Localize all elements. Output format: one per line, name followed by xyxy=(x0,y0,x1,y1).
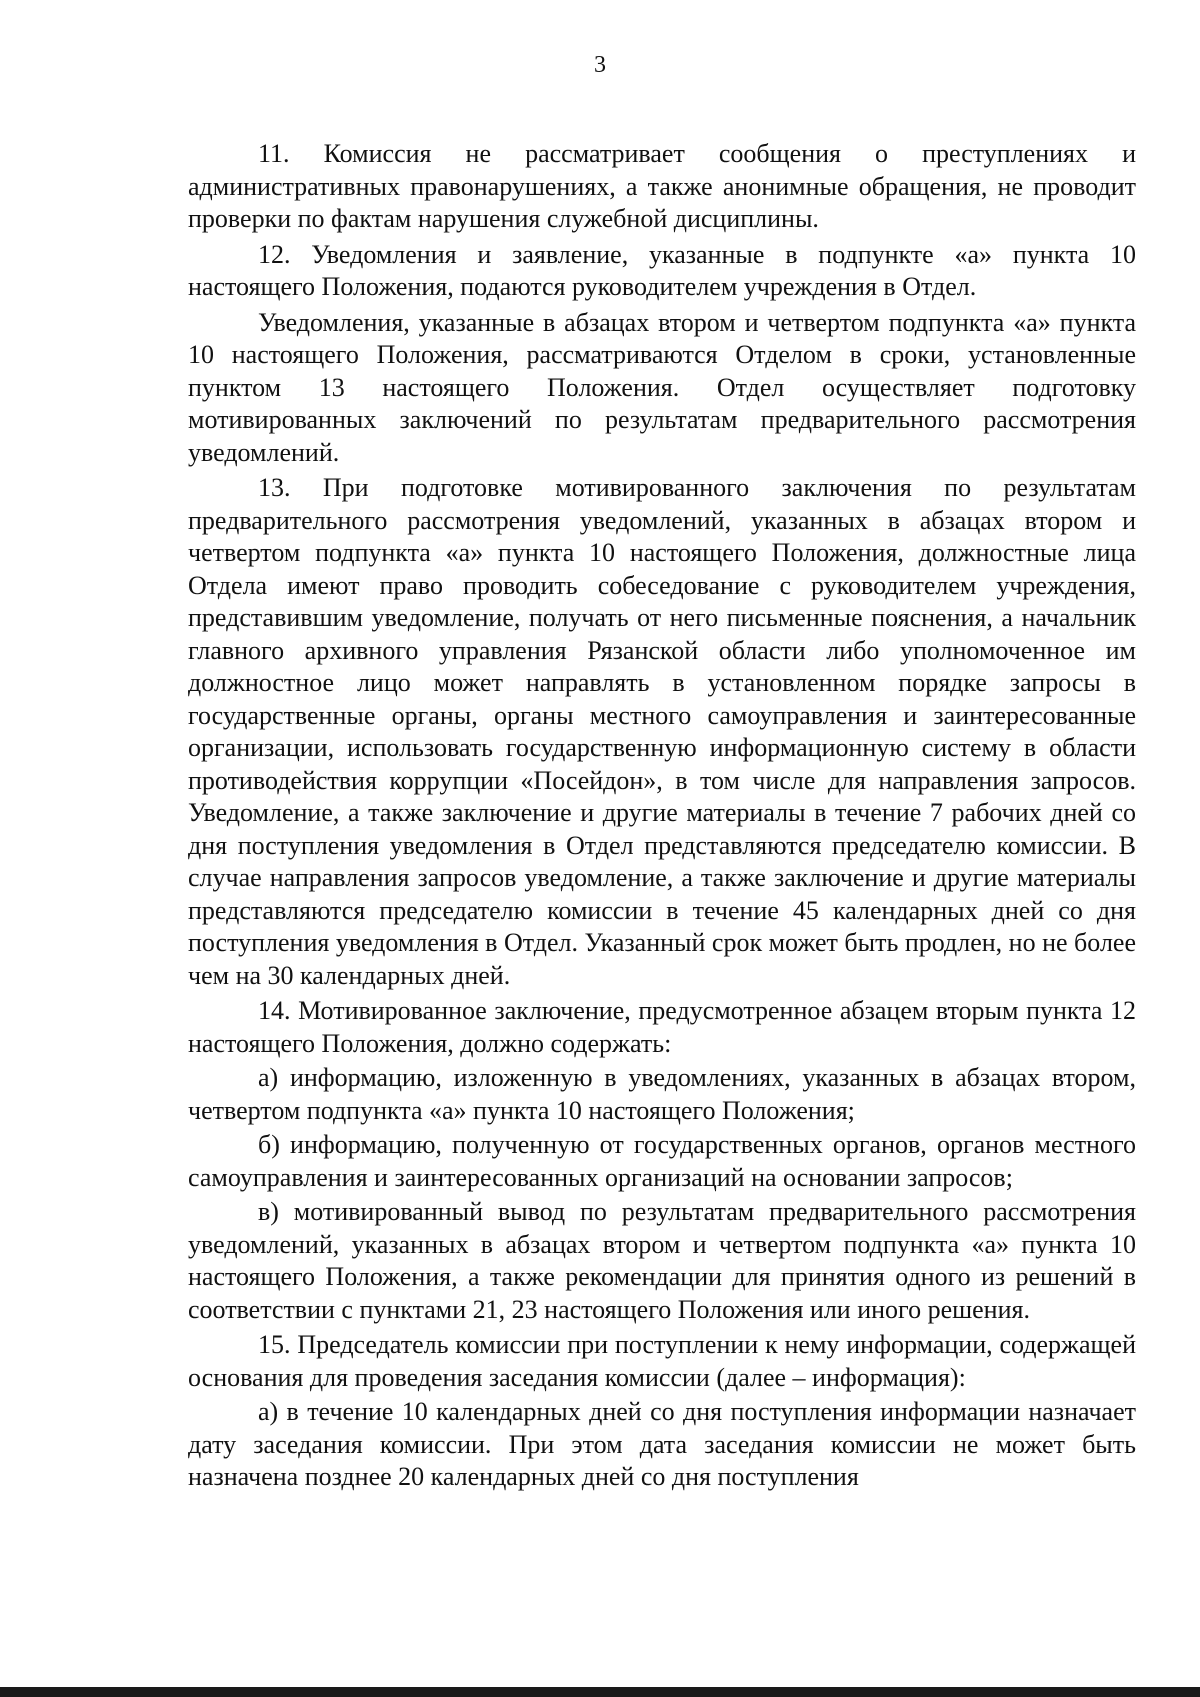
document-body xyxy=(188,138,1136,1494)
page-number: 3 xyxy=(594,52,606,78)
paragraph-12: 12. Уведомления и заявление, указанные в подпункте «а» пункта 10 настоящего Положения, подаются руководителем учреждения в Отдел. xyxy=(188,239,1136,301)
paragraph-15-item-a: а) в течение 10 календарных дней со дня поступления информации назначает дату заседания комиссии. При этом дата заседания комиссии не может быть назначена позднее 20 календарных дней со дня поступления xyxy=(188,1397,1136,1491)
paragraph-14-item-b: б) информацию, полученную от государственных органов, органов местного самоуправления и заинтересованных организаций на основании запросов; xyxy=(188,1130,1136,1192)
paragraph-14-item-v: в) мотивированный вывод по результатам предварительного рассмотрения уведомлений, указанных в абзацах втором и четвертом подпункта «а» пункта 10 настоящего Положения, а также рекомендации для принятия одного из решений в соответствии с пунктами 21, 23 настоящего Положения или иного решения. xyxy=(188,1197,1136,1324)
paragraph-15: 15. Председатель комиссии при поступлении к нему информации, содержащей основания для проведения заседания комиссии (далее – информация): xyxy=(188,1330,1136,1392)
scan-edge-divider xyxy=(0,1687,1200,1697)
paragraph-14: 14. Мотивированное заключение, предусмотренное абзацем вторым пункта 12 настоящего Положения, должно содержать: xyxy=(188,996,1136,1058)
paragraph-11: 11. Комиссия не рассматривает сообщения о преступлениях и административных правонарушениях, а также анонимные обращения, не проводит проверки по фактам нарушения служебной дисциплины. xyxy=(188,139,1136,233)
paragraph-12-part-2: Уведомления, указанные в абзацах втором и четвертом подпункта «а» пункта 10 настоящего Положения, рассматриваются Отделом в сроки, установленные пунктом 13 настоящего Положения. Отдел осуществляет подготовку мотивированных заключений по результатам предварительного рассмотрения уведомлений. xyxy=(188,307,1136,467)
paragraph-13: 13. При подготовке мотивированного заключения по результатам предварительного рассмотрения уведомлений, указанных в абзацах втором и четвертом подпункта «а» пункта 10 настоящего Положения, должностные лица Отдела имеют право проводить собеседование с руководителем учреждения, представившим уведомление, получать от него письменные пояснения, а начальник главного архивного управления Рязанской области либо уполномоченное им должностное лицо может направлять в установленном порядке запросы в государственные органы, органы местного самоуправления и заинтересованные организации, использовать государственную информационную систему в области противодействия коррупции «Посейдон», в том числе для направления запросов. Уведомление, а также заключение и другие материалы в течение 7 рабочих дней со дня поступления уведомления в Отдел представляются председателю комиссии. В случае направления запросов уведомление, а также заключение и другие материалы представляются председателю комиссии в течение 45 календарных дней со дня поступления уведомления в Отдел. Указанный срок может быть продлен, но не более чем на 30 календарных дней. xyxy=(188,473,1136,990)
paragraph-14-item-a: а) информацию, изложенную в уведомлениях, указанных в абзацах втором, четвертом подпункта «а» пункта 10 настоящего Положения; xyxy=(188,1063,1136,1125)
